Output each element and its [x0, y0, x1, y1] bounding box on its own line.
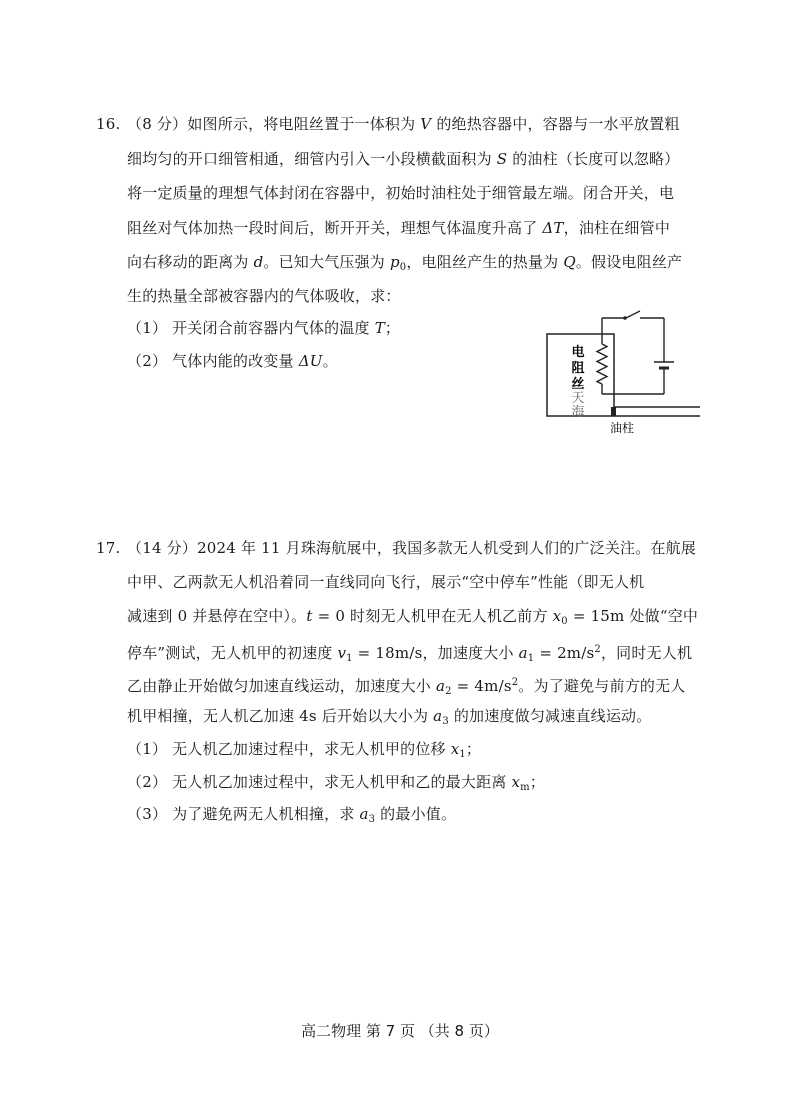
- q16-subq-1: （1） 开关闭合前容器内气体的温度 T；: [127, 319, 401, 337]
- q16-figure: [540, 310, 700, 440]
- watermark-1: 天: [571, 391, 585, 406]
- q17-subq-1: （1） 无人机乙加速过程中，求无人机甲的位移 $x_1$；: [127, 740, 482, 760]
- q17-line-5: 乙由静止开始做匀加速直线运动，加速度大小 $a_2 = 4m/s^2$。为了避免与前方的无人: [127, 677, 686, 697]
- q17-number: 17.: [96, 539, 121, 557]
- q17-subq-3: （3） 为了避免两无人机相撞，求 $a_3$ 的最小值。: [127, 805, 457, 825]
- q16-subq-2: （2） 气体内能的改变量 ΔU。: [127, 352, 338, 370]
- q16-line-4: 阻丝对气体加热一段时间后，断开开关，理想气体温度升高了 ΔT，油柱在细管中: [127, 219, 671, 237]
- watermark-2: 海: [571, 405, 585, 420]
- q17-subq-2: （2） 无人机乙加速过程中，求无人机甲和乙的最大距离 $x_m$；: [127, 773, 546, 793]
- resistor-label-3: 丝: [571, 377, 585, 392]
- q17-line-3: 减速到 0 并悬停在空中）。t = 0 时刻无人机甲在无人机乙前方 $x_0 = 15m$ 处做“空中: [127, 607, 699, 627]
- switch-blade: [626, 311, 640, 318]
- resistor-coil: [597, 344, 607, 384]
- q17-line-6: 机甲相撞，无人机乙加速 4s 后开始以大小为 $a_3$ 的加速度做匀减速直线运动。: [127, 707, 652, 727]
- q16-number: 16.: [96, 115, 121, 133]
- oil-column-label: 油柱: [609, 421, 635, 435]
- q16-line-2: 细均匀的开口细管相通，细管内引入一小段横截面积为 S 的油柱（长度可以忽略）: [127, 150, 680, 168]
- q17-line-4: 停车”测试，无人机甲的初速度 $v_1 = 18m/s$，加速度大小 $a_1 = 2m/s^2$，同时无人机: [127, 644, 693, 664]
- resistor-label-2: 阻: [571, 361, 585, 376]
- page-footer: 高二物理 第 7 页 （共 8 页）: [301, 1022, 499, 1040]
- q16-line-3: 将一定质量的理想气体封闭在容器中，初始时油柱处于细管最左端。闭合开关，电: [127, 184, 675, 202]
- q16-line-6: 生的热量全部被容器内的气体吸收，求：: [127, 287, 401, 305]
- oil-column: [611, 407, 616, 416]
- q17-score: （14 分）: [127, 539, 198, 557]
- q16-score: （8 分）: [127, 115, 188, 133]
- resistor-label-1: 电: [571, 345, 585, 360]
- q16-line-5: 向右移动的距离为 d。已知大气压强为 $p_0$，电阻丝产生的热量为 Q。假设电阻丝产: [127, 253, 683, 273]
- q17-line-2: 中甲、乙两款无人机沿着同一直线同向飞行，展示“空中停车”性能（即无人机: [127, 573, 645, 591]
